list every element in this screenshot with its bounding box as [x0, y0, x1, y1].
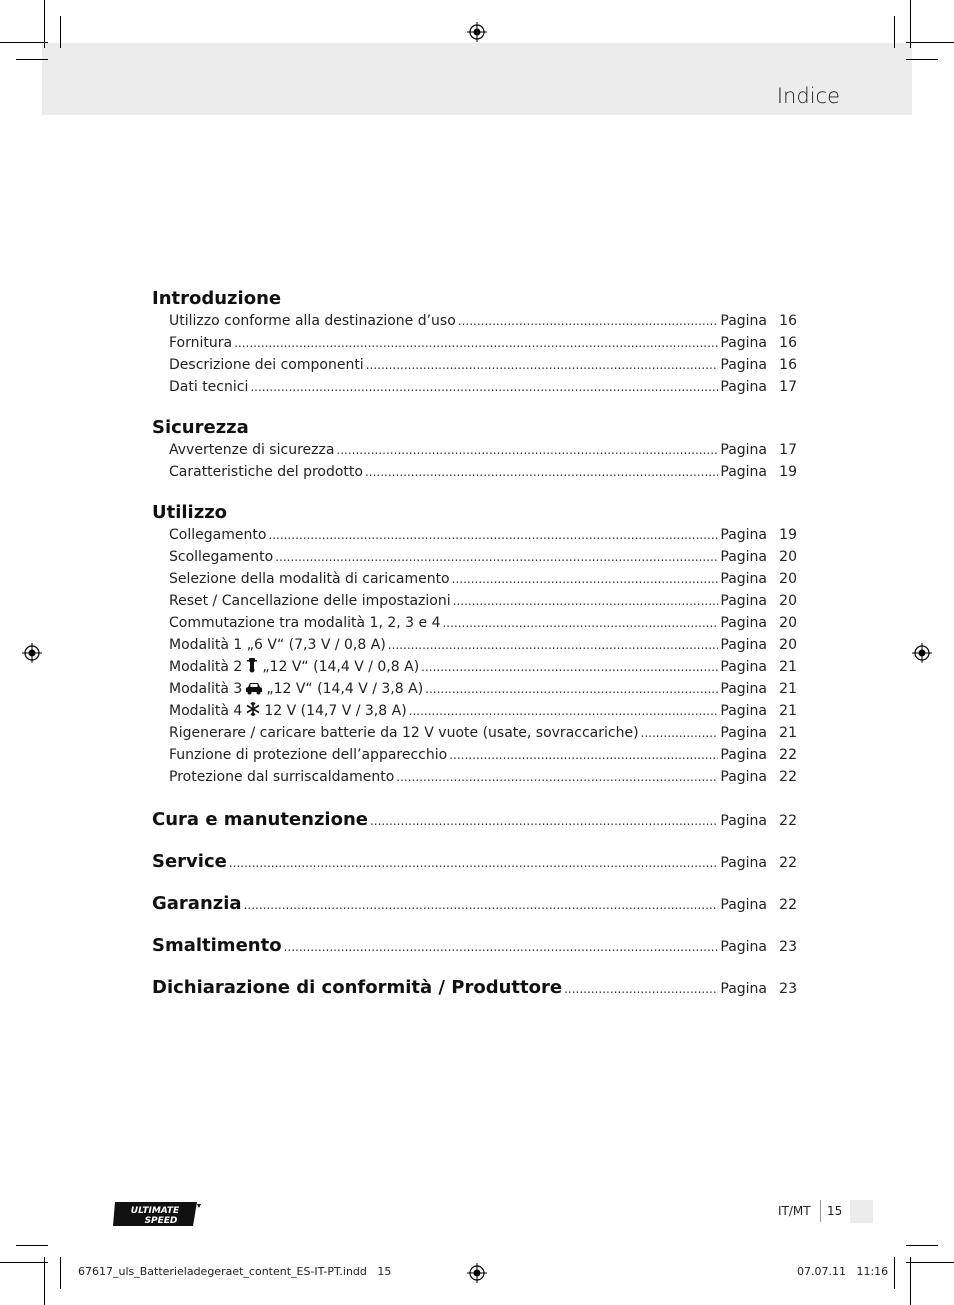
dot-leader [229, 852, 719, 871]
toc-section-introduzione [152, 288, 797, 398]
toc-entry[interactable] [152, 310, 797, 332]
entry-label: Descrizione dei componenti [169, 357, 364, 373]
dot-leader [268, 524, 718, 546]
page-number: 22 [779, 813, 797, 829]
crop-mark [44, 1257, 45, 1305]
dot-leader [366, 354, 719, 376]
entry-label: Dati tecnici [169, 379, 249, 395]
page-number: 22 [779, 855, 797, 871]
entry-label: Commutazione tra modalità 1, 2, 3 e 4 [169, 615, 441, 631]
entry-label: Selezione della modalità di caricamento [169, 571, 450, 587]
logo-text-bottom: SPEED [144, 1216, 178, 1226]
toc-entry[interactable] [152, 590, 797, 612]
toc-major-entry[interactable] [152, 893, 797, 914]
toc-entry[interactable] [152, 678, 797, 700]
crop-mark [0, 42, 48, 43]
section-title: Introduzione [152, 288, 282, 309]
toc-entry[interactable] [152, 568, 797, 590]
dot-leader [365, 461, 718, 483]
entry-label: Caratteristiche del prodotto [169, 464, 363, 480]
entry-label: Avvertenze di sicurezza [169, 442, 335, 458]
crop-mark [16, 59, 48, 60]
dot-leader [421, 656, 718, 678]
crop-mark [894, 1257, 895, 1289]
dot-leader [275, 546, 718, 568]
toc-major-entry[interactable] [152, 851, 797, 872]
toc-entry[interactable] [152, 700, 797, 722]
crop-mark [894, 16, 895, 48]
page-word: Pagina [720, 593, 767, 609]
page-number: 20 [779, 593, 797, 609]
page-word: Pagina [720, 981, 767, 997]
dot-leader [250, 376, 718, 398]
entry-label: Modalità 1 „6 V“ (7,3 V / 0,8 A) [169, 637, 386, 653]
dot-leader [425, 678, 718, 700]
page-number: 19 [779, 464, 797, 480]
page-number: 16 [779, 335, 797, 351]
toc-entry[interactable] [152, 439, 797, 461]
dot-leader [370, 810, 718, 829]
page-number: 17 [779, 379, 797, 395]
section-title: Utilizzo [152, 502, 228, 523]
dot-leader [284, 936, 719, 955]
crop-mark [0, 1262, 48, 1263]
entry-label: Modalità 4 12 V (14,7 V / 3,8 A) [169, 703, 407, 719]
page-number: 21 [779, 681, 797, 697]
page-number: 23 [779, 939, 797, 955]
page-number: 20 [779, 549, 797, 565]
entry-label: Utilizzo conforme alla destinazione d’uso [169, 313, 456, 329]
toc-entry[interactable] [152, 461, 797, 483]
crop-mark [60, 1257, 61, 1289]
toc-entry[interactable] [152, 376, 797, 398]
toc-entry[interactable] [152, 524, 797, 546]
dot-leader [458, 310, 719, 332]
toc-section-sicurezza [152, 417, 797, 483]
major-title: Smaltimento [152, 935, 282, 956]
page-word: Pagina [720, 813, 767, 829]
page-word: Pagina [720, 637, 767, 653]
page-word: Pagina [720, 571, 767, 587]
page-number: 19 [779, 527, 797, 543]
toc-section-utilizzo [152, 502, 797, 788]
dot-leader [244, 894, 719, 913]
dot-leader [396, 766, 718, 788]
toc-major-entry[interactable] [152, 977, 797, 998]
page-word: Pagina [720, 615, 767, 631]
entry-label: Rigenerare / caricare batterie da 12 V vuote (usate, sovraccariche) [169, 725, 639, 741]
page-number: 22 [779, 769, 797, 785]
toc-entry[interactable] [152, 546, 797, 568]
dot-leader [388, 634, 719, 656]
major-title: Cura e manutenzione [152, 809, 368, 830]
ultimate-speed-logo [113, 1200, 203, 1228]
toc-entry[interactable] [152, 634, 797, 656]
page-word: Pagina [720, 703, 767, 719]
page-word: Pagina [720, 939, 767, 955]
dot-leader [641, 722, 719, 744]
crop-mark [906, 1245, 938, 1246]
entry-label: Fornitura [169, 335, 233, 351]
major-title: Garanzia [152, 893, 242, 914]
page-word: Pagina [720, 747, 767, 763]
page-number: 17 [779, 442, 797, 458]
print-slug-datetime: 07.07.11 11:16 [797, 1265, 889, 1278]
page-word: Pagina [720, 549, 767, 565]
dot-leader [442, 612, 718, 634]
major-title: Service [152, 851, 227, 872]
entry-label: Funzione di protezione dell’apparecchio [169, 747, 448, 763]
table-of-contents [152, 288, 797, 998]
registration-mark-icon [467, 22, 487, 42]
toc-entry[interactable] [152, 744, 797, 766]
page-word: Pagina [720, 379, 767, 395]
footer-divider [820, 1200, 821, 1222]
footer-tab [850, 1200, 873, 1223]
car-icon [245, 681, 263, 695]
page-number: 21 [779, 703, 797, 719]
page-number: 16 [779, 357, 797, 373]
entry-label: Collegamento [169, 527, 267, 543]
crop-mark [910, 0, 911, 48]
toc-major-entry[interactable] [152, 809, 797, 830]
snowflake-icon [245, 701, 261, 717]
entry-label: Protezione dal surriscaldamento [169, 769, 395, 785]
section-title: Sicurezza [152, 417, 249, 438]
page-number-footer: 15 [827, 1204, 843, 1218]
entry-label: Modalità 2 „12 V“ (14,4 V / 0,8 A) [169, 659, 420, 675]
dot-leader [453, 590, 719, 612]
toc-major-entry[interactable] [152, 935, 797, 956]
page-word: Pagina [720, 897, 767, 913]
page-word: Pagina [720, 464, 767, 480]
entry-label: Reset / Cancellazione delle impostazioni [169, 593, 451, 609]
dot-leader [409, 700, 719, 722]
page-word: Pagina [720, 335, 767, 351]
crop-mark [906, 1262, 954, 1263]
page-word: Pagina [720, 659, 767, 675]
toc-entry[interactable] [152, 722, 797, 744]
major-title: Dichiarazione di conformità / Produttore [152, 977, 563, 998]
crop-mark [906, 42, 954, 43]
page-number: 21 [779, 659, 797, 675]
page-word: Pagina [720, 357, 767, 373]
registration-mark-icon [467, 1263, 487, 1283]
page-number: 22 [779, 897, 797, 913]
page-number: 20 [779, 615, 797, 631]
page-word: Pagina [720, 527, 767, 543]
dot-leader [449, 744, 718, 766]
page-word: Pagina [720, 769, 767, 785]
toc-entry[interactable] [152, 354, 797, 376]
registration-mark-icon [22, 643, 42, 663]
toc-entry[interactable] [152, 612, 797, 634]
toc-entry[interactable] [152, 656, 797, 678]
page-number: 21 [779, 725, 797, 741]
page-word: Pagina [720, 681, 767, 697]
logo-text-top: ULTIMATE [130, 1206, 180, 1216]
page-word: Pagina [720, 855, 767, 871]
registration-mark-icon [912, 643, 932, 663]
entry-label: Scollegamento [169, 549, 274, 565]
dot-leader [452, 568, 719, 590]
crop-mark [910, 1257, 911, 1305]
toc-entry[interactable] [152, 332, 797, 354]
motorcycle-icon [245, 657, 259, 673]
entry-label: Modalità 3 „12 V“ (14,4 V / 3,8 A) [169, 681, 424, 697]
toc-entry[interactable] [152, 766, 797, 788]
page-word: Pagina [720, 725, 767, 741]
page-title: Indice [776, 84, 840, 108]
page-number: 22 [779, 747, 797, 763]
page-number: 20 [779, 637, 797, 653]
page-number: 16 [779, 313, 797, 329]
dot-leader [336, 439, 718, 461]
page-number: 23 [779, 981, 797, 997]
dot-leader [234, 332, 718, 354]
crop-mark [16, 1245, 48, 1246]
dot-leader [564, 978, 718, 997]
page-number: 20 [779, 571, 797, 587]
print-slug-file: 67617_uls_Batterieladegeraet_content_ES-IT-PT.indd 15 [78, 1265, 392, 1278]
page-word: Pagina [720, 313, 767, 329]
crop-mark [44, 0, 45, 48]
crop-mark [906, 59, 938, 60]
page-word: Pagina [720, 442, 767, 458]
crop-mark [60, 16, 61, 48]
language-code: IT/MT [778, 1204, 811, 1218]
